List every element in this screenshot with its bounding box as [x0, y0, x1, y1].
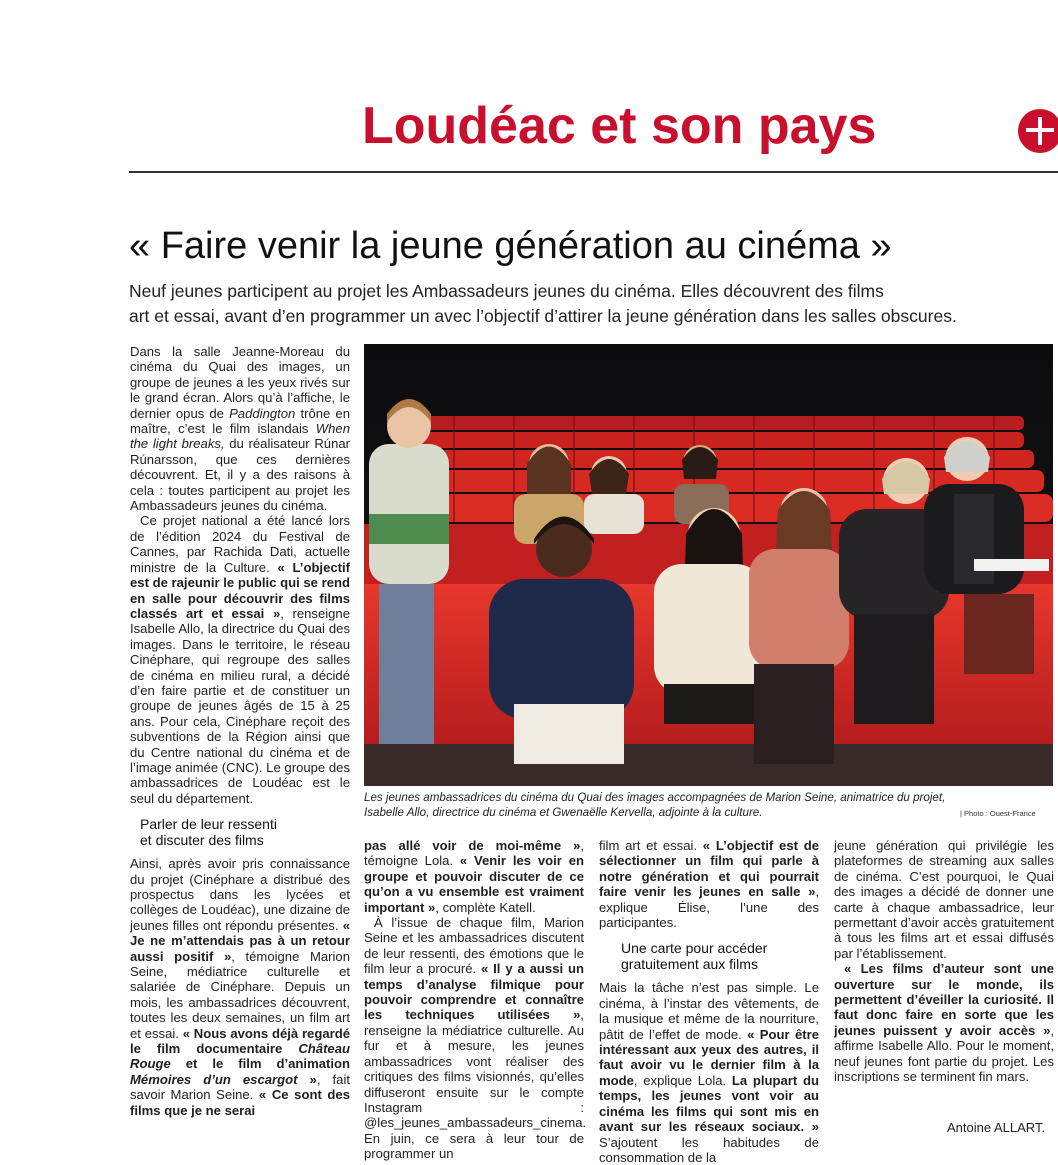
paragraph: À l’issue de chaque film, Marion Seine et les ambassadrices discutent de leur ressenti, des émotions que le film leur a procuré. « Il y a aussi un temps d’analyse filmique pour pouvoir comprendre et connaître les techniques utilisées », renseigne la médiatrice culturelle. Au fur et à mesure, les jeunes ambassadrices vont réaliser des critiques des films visionnés, qu’elles diffuseront ensuite sur le compte Instagram : @les_jeunes_ambassadeurs_cinema. En juin, ce sera à leur tour de programmer un — [364, 915, 587, 1162]
paragraph: Mais la tâche n’est pas simple. Le cinéma, à l’instar des vêtements, de la musique et même de la nourriture, pâtit de l’effet de mode. « Pour être intéressant aux yeux des autres, il faut avoir vu le dernier film à la mode, explique Lola. La plupart du temps, les jeunes vont voir au cinéma les films qui sont mis en avant sur les réseaux sociaux. » S’ajoutent les habitudes de consommation de la — [599, 980, 819, 1165]
subheading: Parler de leur ressenti et discuter des films — [140, 816, 277, 849]
newspaper-logo-icon — [1018, 109, 1058, 153]
paragraph: « Les films d’auteur sont une ouverture sur le monde, ils permettent d’éveiller la curiosité. Il faut donc faire en sorte que les jeunes puissent y avoir accès », affirme Isabelle Allo. Pour le moment, neuf jeunes font partie du projet. Les inscriptions se terminent fin mars. — [834, 961, 1054, 1085]
article-column-4 — [834, 838, 1054, 1085]
paragraph: Dans la salle Jeanne-Moreau du cinéma du Quai des images, un groupe de jeunes a les yeux rivés sur le grand écran. Alors qu’à l’affiche, le dernier opus de Paddington trône en maître, c’est le film islandais When the light breaks, du réalisateur Rúnar Rúnarsson, que ces dernières découvrent. Et, il y a des raisons à cela : toutes participent au projet les Ambassadeurs jeunes du cinéma. — [130, 344, 351, 514]
photo-credit: | Photo : Ouest-France — [960, 809, 1036, 818]
paragraph: Ainsi, après avoir pris connaissance du projet (Cinéphare a distribué des prospectus dans les lycées et collèges de Loudéac), une dizaine de jeunes filles ont répondu présentes. « Je ne m’attendais pas à un retour aussi positif », témoigne Marion Seine, médiatrice culturelle et salariée de Cinéphare. Depuis un mois, les ambassadrices découvrent, toutes les deux semaines, un film art et essai. « Nous avons déjà regardé le film documentaire Château Rouge et le film d’animation Mémoires d’un escargot », fait savoir Marion Seine. « Ce sont des films que je ne serai — [130, 856, 350, 1118]
article-standfirst — [129, 279, 1049, 329]
article-column-1 — [130, 344, 350, 1118]
standfirst-line-2: art et essai, avant d’en programmer un avec l’objectif d’attirer la jeune génération dans les salles obscures. — [129, 306, 957, 326]
photo-caption — [364, 790, 1004, 820]
standfirst-line-1: Neuf jeunes participent au projet les Ambassadeurs jeunes du cinéma. Elles découvrent des films — [129, 281, 884, 301]
section-title: Loudéac et son pays — [362, 97, 877, 155]
paragraph: pas allé voir de moi-même », témoigne Lola. « Venir les voir en groupe et pouvoir discuter de ce qu’on a vu ensemble est vraiment important », complète Katell. — [364, 838, 584, 915]
author-signature: Antoine ALLART. — [947, 1120, 1046, 1135]
subheading: Une carte pour accéder gratuitement aux films — [621, 940, 768, 973]
paragraph: jeune génération qui privilégie les plateformes de streaming aux salles de cinéma. C’est pourquoi, le Quai des images a décidé de donner une carte à chaque ambassadrice, leur permettant d’avoir accès gratuitement à tous les films art et essai diffusés par l’établissement. — [834, 838, 1054, 961]
cinema-group-photo — [364, 344, 1053, 786]
article-column-2 — [364, 838, 587, 1162]
article-column-3 — [599, 838, 819, 1165]
caption-line-1: Les jeunes ambassadrices du cinéma du Quai des images accompagnées de Marion Seine, animatrice du projet, — [364, 791, 946, 804]
caption-line-2: Isabelle Allo, directrice du cinéma et Gwenaëlle Kervella, adjointe à la culture. — [364, 806, 763, 819]
paragraph: Ce projet national a été lancé lors de l’édition 2024 du Festival de Cannes, par Rachida Dati, actuelle ministre de la Culture. « L’objectif est de rajeunir le public qui se rend en salle pour découvrir des films classés art et essai », renseigne Isabelle Allo, la directrice du Quai des images. Dans le territoire, le réseau Cinéphare, qui regroupe des salles de cinéma en milieu rural, a décidé d’en faire partie et de constituer un groupe de jeunes âgés de 15 à 25 ans. Pour cela, Cinéphare reçoit des subventions de la Région ainsi que du Centre national du cinéma et de l’image animée (CNC). Le groupe des ambassadrices de Loudéac est le seul du département. — [130, 513, 350, 806]
article-photo — [364, 344, 1053, 786]
header-rule — [129, 171, 1058, 173]
paragraph: film art et essai. « L’objectif est de sélectionner un film qui parle à notre génération et qui pourrait faire venir les jeunes en salle », explique Élise, l’une des participantes. — [599, 838, 819, 931]
article-headline: « Faire venir la jeune génération au cinéma » — [129, 225, 892, 267]
